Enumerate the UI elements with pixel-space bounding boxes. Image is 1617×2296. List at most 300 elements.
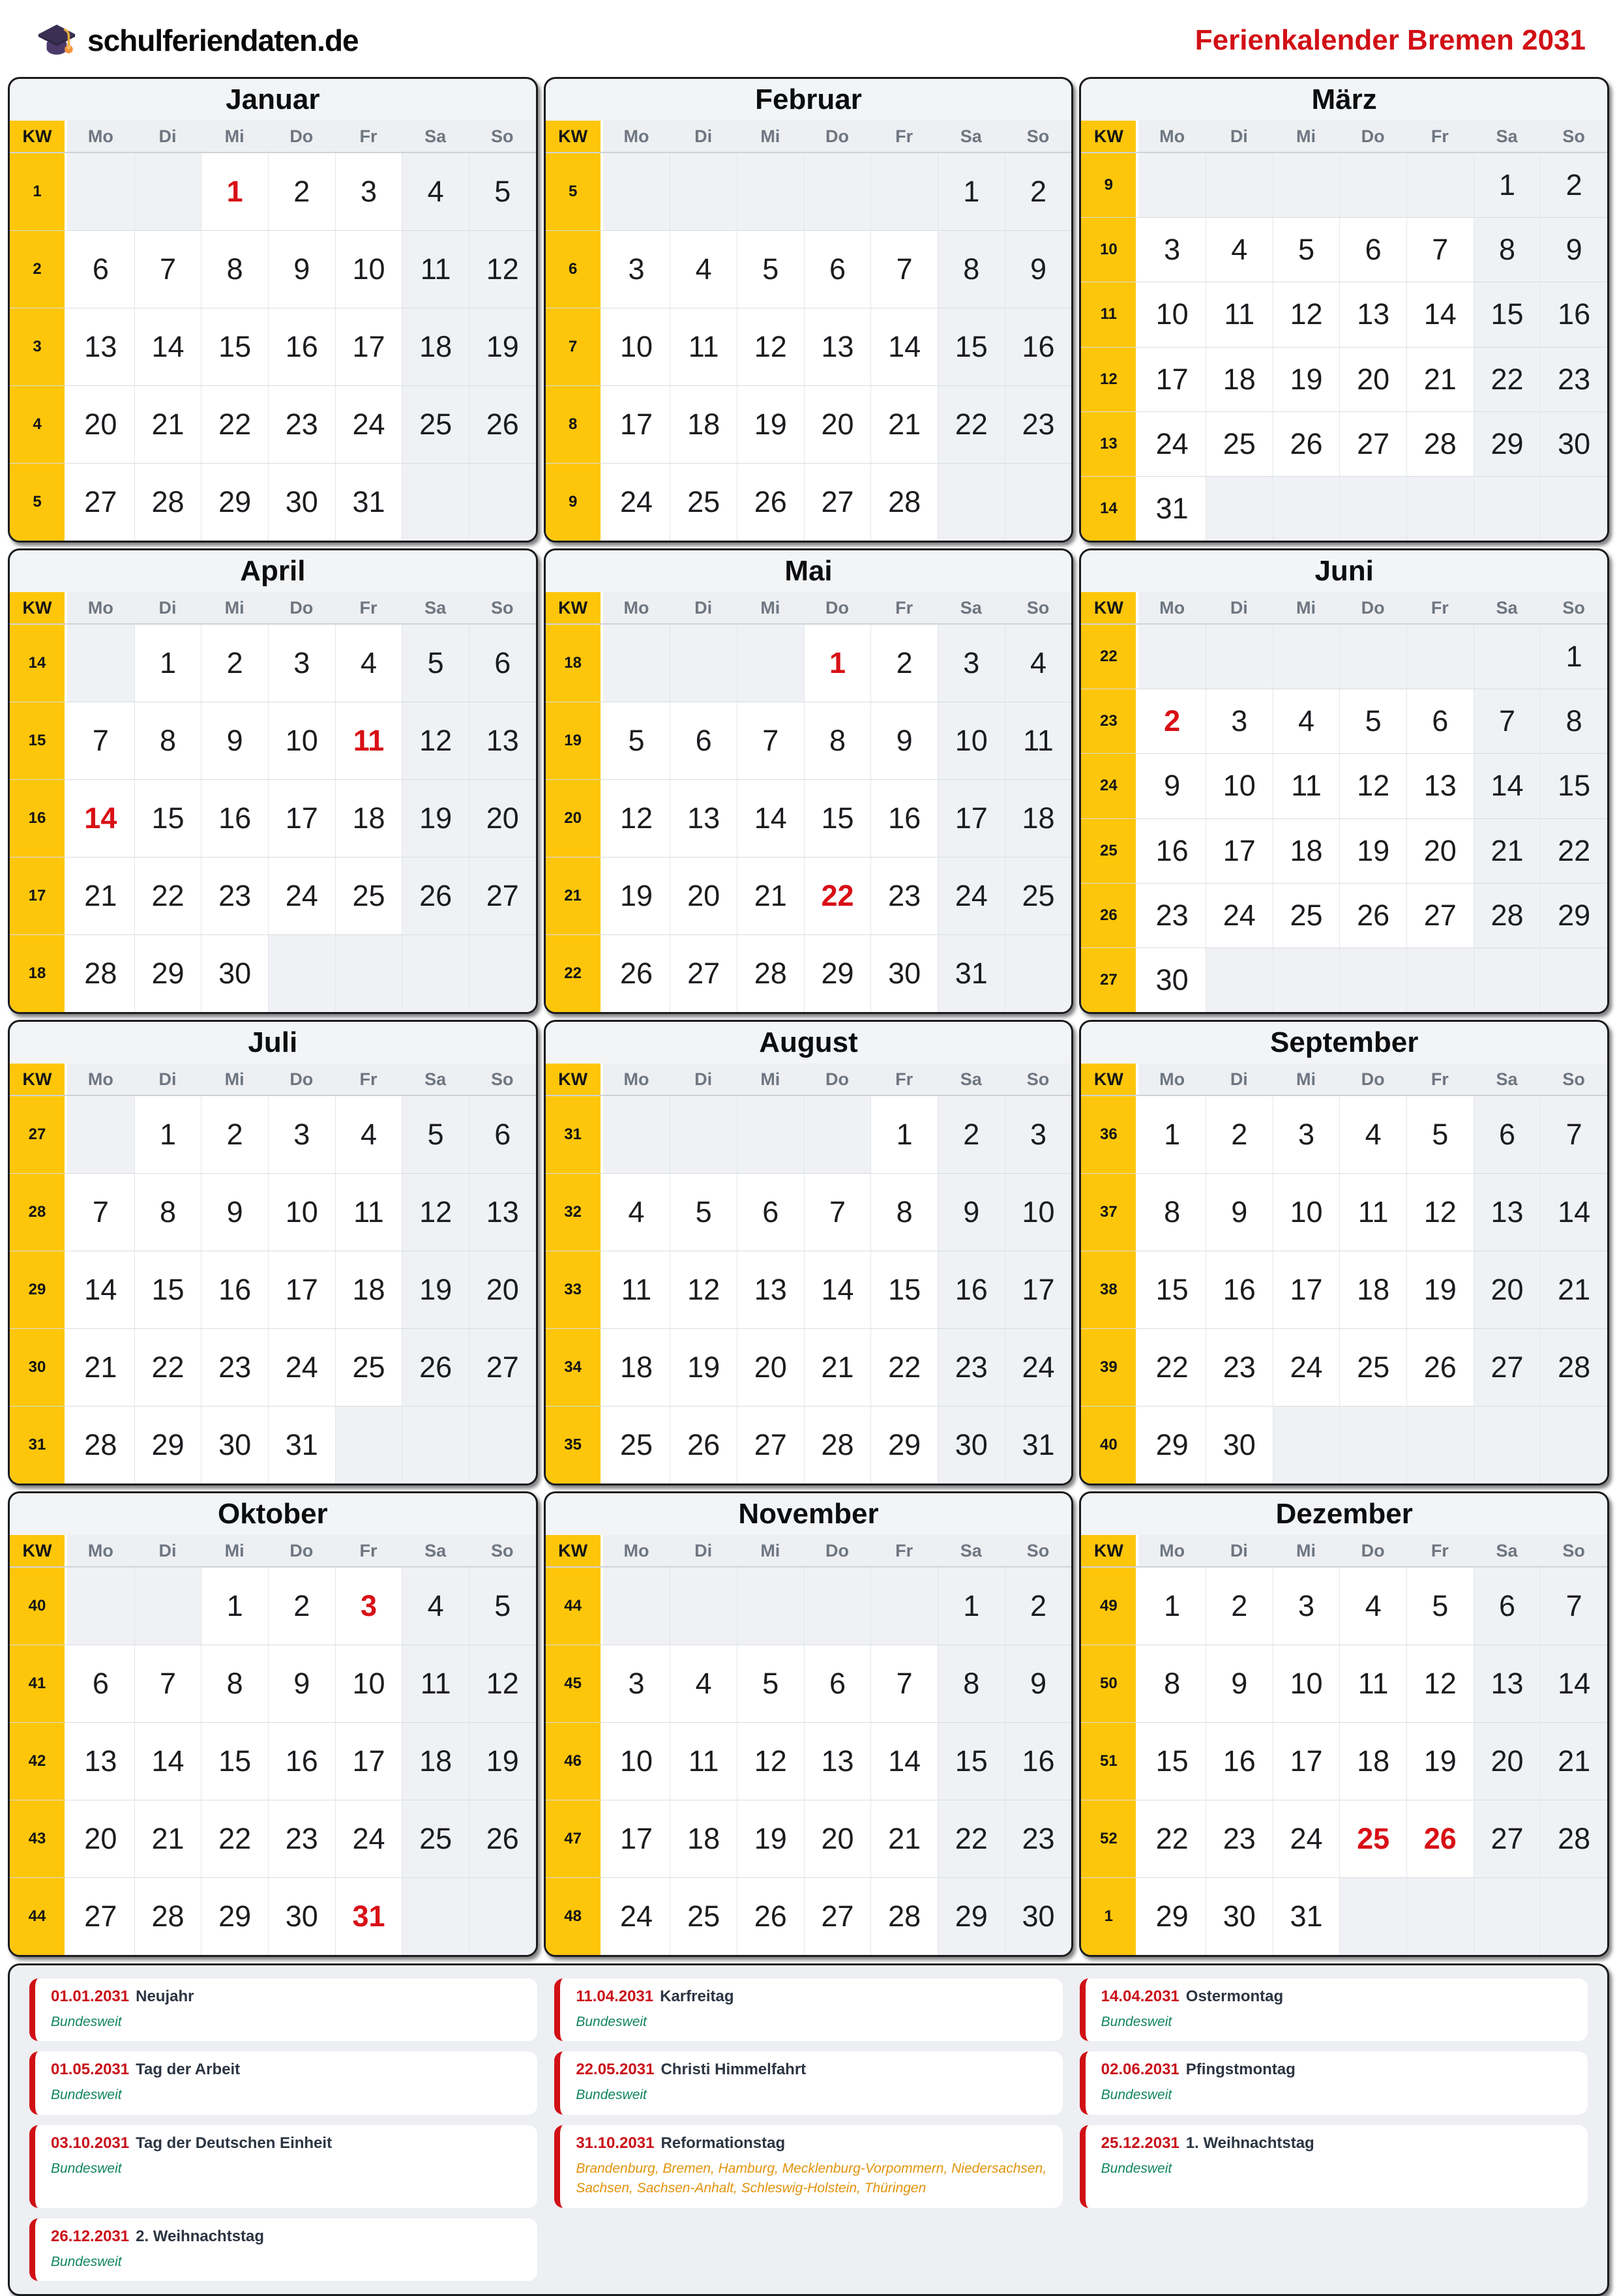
day-cell: 12 [402,1174,469,1251]
empty-day-cell [1474,477,1541,541]
day-cell: 3 [1273,1568,1340,1645]
day-cell: 29 [804,935,871,1012]
week-row-kw23 [1081,689,1607,753]
day-cell: 27 [1474,1329,1541,1406]
week-row-kw13 [1081,411,1607,476]
day-cell: 20 [804,386,871,463]
week-row-kw19 [546,702,1072,779]
holiday-name: Pfingstmontag [1185,2061,1296,2079]
weekday-header-do: Do [1339,121,1406,152]
day-cell: 23 [201,857,268,934]
empty-day-cell [1005,464,1072,541]
weekday-header-di: Di [1206,592,1273,623]
day-cell: 28 [1406,412,1474,476]
holiday-date: 11.04.2031 [576,1988,654,2005]
day-cell: 16 [1206,1251,1273,1328]
day-cell: 11 [1273,754,1340,818]
empty-day-cell [1474,948,1541,1012]
week-row-kw38 [1081,1251,1607,1328]
day-cell: 13 [469,702,536,779]
holiday-day-cell: 1 [804,625,871,702]
day-cell: 12 [469,231,536,308]
day-cell: 27 [804,464,871,541]
empty-day-cell [1406,948,1474,1012]
weekday-header-sa: Sa [402,592,469,623]
day-cell: 20 [670,857,737,934]
day-cell: 24 [938,857,1005,934]
empty-day-cell [670,1096,737,1173]
day-cell: 23 [1206,1329,1273,1406]
day-cell: 9 [1005,1645,1072,1722]
day-cell: 3 [268,1096,335,1173]
holiday-title-line [576,2134,1046,2153]
day-cell: 19 [1273,348,1340,411]
kw-number: 18 [10,935,67,1012]
day-cell: 25 [670,1878,737,1955]
day-cell: 10 [603,308,670,385]
weekday-header-sa: Sa [1474,1064,1541,1095]
day-cell: 8 [201,231,268,308]
day-cell: 30 [201,935,268,1012]
day-cell: 20 [804,1800,871,1877]
day-cell: 30 [201,1407,268,1483]
day-cell: 27 [469,857,536,934]
weekday-header-mo: Mo [1138,592,1206,623]
weekday-header-di: Di [134,1064,201,1095]
weekday-header-mo: Mo [1138,1535,1206,1566]
holiday-name: Ostermontag [1185,1988,1284,2005]
kw-number: 29 [10,1251,67,1328]
day-cell: 31 [1138,477,1206,541]
weekday-header-row [1081,1064,1607,1096]
empty-day-cell [870,1568,938,1645]
holiday-scope: Bundesweit [51,2087,122,2103]
weekday-header-di: Di [1206,121,1273,152]
weekday-header-do: Do [804,592,871,623]
holiday-day-cell: 26 [1406,1800,1474,1877]
month-table-januar [10,121,536,541]
kw-number: 28 [10,1174,67,1251]
day-cell: 3 [1138,218,1206,282]
day-cell: 10 [1273,1645,1340,1722]
kw-header-cell: KW [546,121,603,152]
empty-day-cell [1474,1878,1541,1955]
weekday-header-so: So [1540,121,1607,152]
month-table-juli [10,1064,536,1483]
day-cell: 8 [134,1174,201,1251]
day-cell: 7 [134,231,201,308]
day-cell: 9 [938,1174,1005,1251]
empty-day-cell [67,1568,134,1645]
empty-day-cell [670,153,737,230]
day-cell: 22 [1540,819,1607,883]
empty-day-cell [134,1568,201,1645]
day-cell: 7 [1540,1568,1607,1645]
site-logo[interactable] [37,20,359,61]
holiday-date: 01.01.2031 [51,1988,130,2005]
day-cell: 15 [938,308,1005,385]
kw-number: 30 [10,1329,67,1406]
day-cell: 17 [1273,1723,1340,1800]
day-cell: 29 [1540,884,1607,947]
day-cell: 4 [1339,1568,1406,1645]
day-cell: 27 [67,1878,134,1955]
weekday-header-mo: Mo [67,121,134,152]
week-row-kw27 [1081,947,1607,1012]
weekday-header-mo: Mo [1138,121,1206,152]
kw-header-cell: KW [546,1064,603,1095]
kw-number: 5 [10,464,67,541]
day-cell: 1 [870,1096,938,1173]
day-cell: 10 [1138,282,1206,346]
day-cell: 3 [603,231,670,308]
day-cell: 5 [402,1096,469,1173]
day-cell: 17 [268,1251,335,1328]
empty-day-cell [804,1568,871,1645]
day-cell: 7 [67,702,134,779]
holiday-title-line [1101,2061,1572,2079]
week-row-kw40 [1081,1406,1607,1483]
holiday-card [29,2125,537,2208]
day-cell: 28 [1540,1329,1607,1406]
holiday-legend [8,1963,1609,2296]
holiday-title-line [1101,1988,1572,2006]
day-cell: 22 [201,1800,268,1877]
weekday-header-row [10,121,536,153]
weekday-header-mi: Mi [1273,1064,1340,1095]
month-table-mai [546,592,1072,1012]
day-cell: 4 [670,231,737,308]
day-cell: 17 [1138,348,1206,411]
empty-day-cell [335,935,402,1012]
day-cell: 9 [1206,1174,1273,1251]
week-row-kw40 [10,1567,536,1645]
weekday-header-di: Di [670,592,737,623]
day-cell: 15 [870,1251,938,1328]
day-cell: 19 [603,857,670,934]
day-cell: 16 [268,1723,335,1800]
day-cell: 18 [1273,819,1340,883]
week-row-kw22 [546,934,1072,1012]
week-row-kw5 [10,463,536,541]
week-row-kw46 [546,1722,1072,1800]
page-title: Ferienkalender Bremen 2031 [1194,24,1586,56]
day-cell: 23 [938,1329,1005,1406]
week-row-kw29 [10,1251,536,1328]
day-cell: 25 [1339,1329,1406,1406]
kw-number: 20 [546,780,603,857]
kw-number: 2 [10,231,67,308]
day-cell: 19 [670,1329,737,1406]
day-cell: 31 [268,1407,335,1483]
holiday-card [1080,1978,1588,2041]
kw-number: 32 [546,1174,603,1251]
weekday-header-fr: Fr [1406,1535,1474,1566]
weekday-header-mi: Mi [201,1064,268,1095]
empty-day-cell [268,935,335,1012]
day-cell: 1 [1138,1096,1206,1173]
day-cell: 21 [67,857,134,934]
kw-number: 24 [1081,754,1138,818]
empty-day-cell [804,153,871,230]
calendar-grid [8,77,1609,1957]
day-cell: 20 [737,1329,804,1406]
day-cell: 25 [402,386,469,463]
holiday-day-cell: 3 [335,1568,402,1645]
day-cell: 27 [67,464,134,541]
holiday-title-line [576,2061,1046,2079]
day-cell: 29 [201,464,268,541]
holiday-card [29,1978,537,2041]
weekday-header-mo: Mo [603,1535,670,1566]
day-cell: 2 [1206,1096,1273,1173]
weekday-header-mi: Mi [737,121,804,152]
day-cell: 5 [670,1174,737,1251]
day-cell: 15 [804,780,871,857]
holiday-title-line [576,1988,1046,2006]
day-cell: 5 [603,702,670,779]
empty-day-cell [1406,477,1474,541]
weekday-header-mi: Mi [1273,592,1340,623]
day-cell: 28 [67,1407,134,1483]
day-cell: 8 [1540,689,1607,753]
week-row-kw33 [546,1251,1072,1328]
day-cell: 8 [804,702,871,779]
day-cell: 2 [1540,153,1607,217]
day-cell: 2 [1005,1568,1072,1645]
day-cell: 24 [335,1800,402,1877]
empty-day-cell [737,1568,804,1645]
day-cell: 6 [1474,1568,1541,1645]
day-cell: 26 [1406,1329,1474,1406]
empty-day-cell [402,464,469,541]
holiday-title-line [51,2061,522,2079]
month-title-april: April [240,555,306,587]
day-cell: 12 [469,1645,536,1722]
day-cell: 24 [335,386,402,463]
day-cell: 25 [1005,857,1072,934]
weekday-header-sa: Sa [1474,1535,1541,1566]
kw-number: 44 [546,1568,603,1645]
day-cell: 1 [201,1568,268,1645]
kw-number: 47 [546,1800,603,1877]
day-cell: 12 [1273,282,1340,346]
holiday-scope: Bundesweit [51,2160,122,2176]
month-card-oktober [8,1491,538,1957]
weekday-header-mo: Mo [67,1535,134,1566]
day-cell: 19 [402,1251,469,1328]
kw-number: 26 [1081,884,1138,947]
day-cell: 27 [737,1407,804,1483]
day-cell: 5 [1339,689,1406,753]
holiday-card [29,2218,537,2281]
month-title-august: August [759,1026,858,1058]
weekday-header-row [1081,592,1607,624]
week-row-kw20 [546,779,1072,857]
day-cell: 6 [1406,689,1474,753]
day-cell: 3 [1206,689,1273,753]
kw-number: 19 [546,702,603,779]
day-cell: 25 [402,1800,469,1877]
empty-day-cell [1540,477,1607,541]
day-cell: 10 [938,702,1005,779]
kw-number: 5 [546,153,603,230]
week-row-kw37 [1081,1173,1607,1251]
day-cell: 18 [402,308,469,385]
kw-header-cell: KW [1081,1064,1138,1095]
day-cell: 10 [603,1723,670,1800]
month-table-september [1081,1064,1607,1483]
empty-day-cell [1540,948,1607,1012]
kw-header-cell: KW [10,1535,67,1566]
day-cell: 29 [938,1878,1005,1955]
day-cell: 14 [1406,282,1474,346]
day-cell: 18 [1206,348,1273,411]
holiday-day-cell: 2 [1138,689,1206,753]
weekday-header-row [546,1064,1072,1096]
day-cell: 9 [1206,1645,1273,1722]
kw-number: 8 [546,386,603,463]
day-cell: 26 [1339,884,1406,947]
holiday-scope: Bundesweit [51,2254,122,2269]
day-cell: 12 [670,1251,737,1328]
day-cell: 26 [402,1329,469,1406]
holiday-title-line [51,2134,522,2153]
holiday-day-cell: 25 [1339,1800,1406,1877]
weekday-header-so: So [469,592,536,623]
day-cell: 5 [1406,1096,1474,1173]
kw-number: 41 [10,1645,67,1722]
empty-day-cell [1406,1878,1474,1955]
empty-day-cell [603,153,670,230]
weekday-header-row [1081,1535,1607,1567]
empty-day-cell [1273,153,1340,217]
week-row-kw22 [1081,624,1607,689]
empty-day-cell [67,153,134,230]
day-cell: 17 [938,780,1005,857]
day-cell: 19 [737,386,804,463]
holiday-day-cell: 1 [201,153,268,230]
weekday-header-di: Di [134,592,201,623]
day-cell: 2 [268,1568,335,1645]
month-card-februar [544,77,1074,543]
month-title-februar: Februar [755,83,862,115]
day-cell: 10 [268,702,335,779]
day-cell: 15 [1474,282,1541,346]
day-cell: 10 [268,1174,335,1251]
day-cell: 11 [335,1174,402,1251]
month-title-november: November [738,1498,879,1530]
holiday-date: 03.10.2031 [51,2134,130,2152]
day-cell: 23 [1138,884,1206,947]
week-row-kw3 [10,308,536,385]
month-title-dezember: Dezember [1275,1498,1413,1530]
week-row-kw30 [10,1328,536,1406]
day-cell: 20 [1406,819,1474,883]
day-cell: 21 [67,1329,134,1406]
holiday-date: 25.12.2031 [1101,2134,1179,2152]
month-title-juli: Juli [248,1026,298,1058]
kw-number: 10 [1081,218,1138,282]
week-row-kw1 [1081,1877,1607,1955]
weekday-header-mi: Mi [201,1535,268,1566]
kw-number: 15 [10,702,67,779]
day-cell: 11 [670,1723,737,1800]
day-cell: 12 [1406,1174,1474,1251]
empty-day-cell [67,625,134,702]
weekday-header-row [10,592,536,624]
day-cell: 26 [402,857,469,934]
day-cell: 28 [1540,1800,1607,1877]
kw-number: 23 [1081,689,1138,753]
weekday-header-mi: Mi [737,1064,804,1095]
kw-number: 52 [1081,1800,1138,1877]
week-row-kw42 [10,1722,536,1800]
day-cell: 5 [1406,1568,1474,1645]
empty-day-cell [1339,153,1406,217]
day-cell: 15 [201,308,268,385]
month-table-februar [546,121,1072,541]
kw-number: 34 [546,1329,603,1406]
weekday-header-mo: Mo [603,121,670,152]
day-cell: 30 [1138,948,1206,1012]
day-cell: 4 [402,1568,469,1645]
day-cell: 21 [1406,348,1474,411]
day-cell: 16 [201,1251,268,1328]
day-cell: 13 [737,1251,804,1328]
day-cell: 4 [603,1174,670,1251]
day-cell: 22 [1138,1800,1206,1877]
week-row-kw41 [10,1645,536,1722]
holiday-day-cell: 31 [335,1878,402,1955]
kw-number: 48 [546,1878,603,1955]
weekday-header-mo: Mo [67,592,134,623]
day-cell: 17 [1005,1251,1072,1328]
day-cell: 16 [268,308,335,385]
empty-day-cell [1339,477,1406,541]
day-cell: 18 [402,1723,469,1800]
week-row-kw8 [546,385,1072,463]
day-cell: 1 [134,625,201,702]
weekday-header-fr: Fr [335,1535,402,1566]
weekday-header-so: So [469,1535,536,1566]
kw-number: 49 [1081,1568,1138,1645]
weekday-header-fr: Fr [870,121,938,152]
empty-day-cell [67,1096,134,1173]
empty-day-cell [402,935,469,1012]
day-cell: 12 [402,702,469,779]
day-cell: 17 [335,1723,402,1800]
holiday-date: 14.04.2031 [1101,1988,1179,2005]
day-cell: 5 [402,625,469,702]
day-cell: 21 [1474,819,1541,883]
holiday-card [29,2051,537,2114]
day-cell: 15 [1138,1723,1206,1800]
day-cell: 10 [1005,1174,1072,1251]
day-cell: 20 [469,1251,536,1328]
day-cell: 18 [1339,1723,1406,1800]
weekday-header-row [546,1535,1072,1567]
day-cell: 19 [1339,819,1406,883]
holiday-scope: Bundesweit [1101,2087,1172,2103]
day-cell: 9 [201,1174,268,1251]
weekday-header-so: So [1540,592,1607,623]
day-cell: 25 [1273,884,1340,947]
kw-number: 14 [1081,477,1138,541]
day-cell: 17 [1273,1251,1340,1328]
day-cell: 31 [938,935,1005,1012]
day-cell: 12 [1406,1645,1474,1722]
